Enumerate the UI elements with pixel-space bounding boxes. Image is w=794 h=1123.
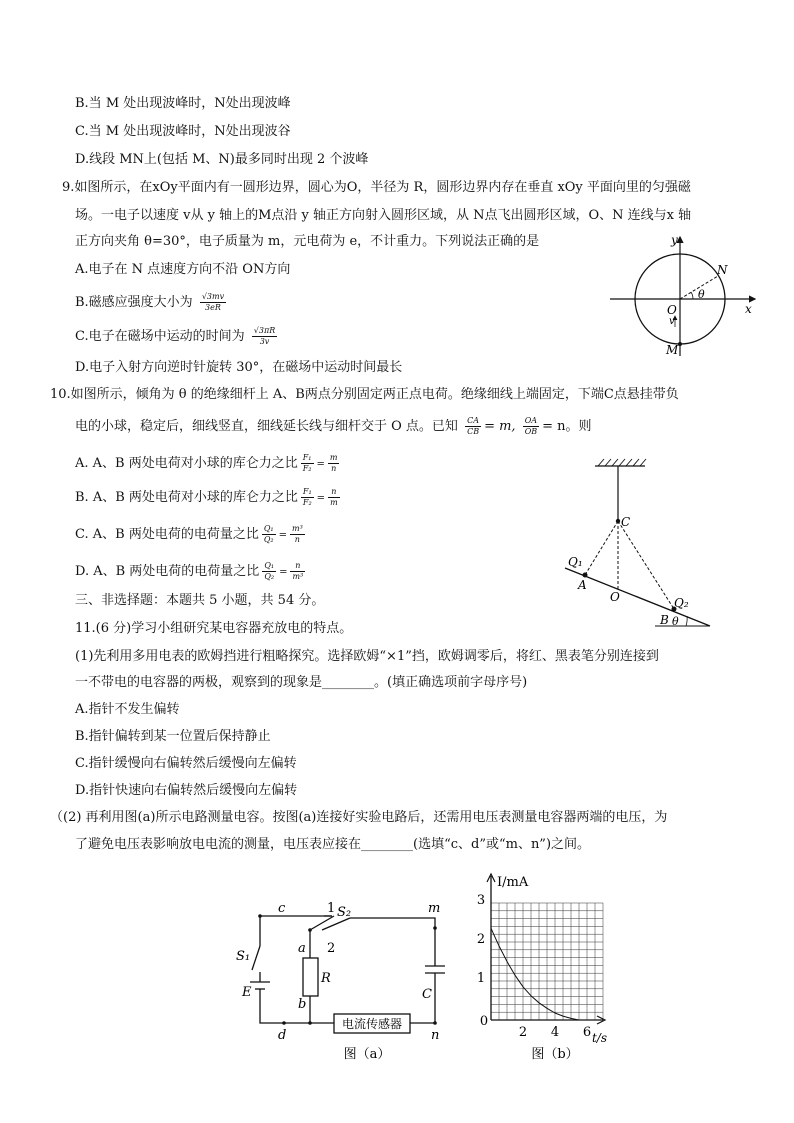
switch-pos-2-label: 2 bbox=[327, 941, 336, 956]
q8-option-d: D.线段 MN上(包括 M、N)最多同时出现 2 个波峰 bbox=[75, 152, 369, 167]
s1-label: S₁ bbox=[236, 949, 251, 964]
x-tick-2: 2 bbox=[518, 1025, 528, 1040]
q11-option-d: D.指针快速向右偏转然后缓慢向左偏转 bbox=[75, 783, 298, 798]
v-label: v bbox=[669, 316, 675, 327]
y-tick-3: 3 bbox=[476, 893, 486, 908]
figure-a-caption: 图（a） bbox=[343, 1047, 391, 1062]
q11-part1-line1: (1)先利用多用电表的欧姆挡进行粗略探究。选择欧姆“×1”挡，欧姆调零后，将红、黑表笔分别连接到 bbox=[75, 649, 659, 664]
q2-label: Q₂ bbox=[674, 596, 689, 610]
y-axis-label: I/mA bbox=[497, 875, 529, 890]
q11-part2-line1: （(2) 再利用图(a)所示电路测量电容。按图(a)连接好实验电路后，还需用电压表测量电容器两端的电压，为 bbox=[50, 810, 668, 825]
q9-stem-1: 9.如图所示，在xOy平面内有一圆形边界，圆心为O，半径为 R，圆形边界内存在垂直 xOy 平面向里的匀强磁 bbox=[62, 180, 691, 195]
q11-part2-line2: 了避免电压表影响放电电流的测量，电压表应接在________(选填“c、d”或“m、n”)之间。 bbox=[75, 837, 591, 852]
q10-option-c: C. A、B 两处电荷的电荷量之比 $\frac{\text{Q₁}}{\text{Q₂}}$ = $\frac{\text{m³}}{n}$ bbox=[75, 524, 303, 544]
q9-option-c-text: C.电子在磁场中运动的时间为 bbox=[75, 329, 245, 344]
capacitor-c-label: C bbox=[422, 987, 432, 1002]
y-tick-1: 1 bbox=[476, 971, 486, 986]
circuit-figure-a bbox=[232, 888, 457, 1068]
q10-option-b: B. A、B 两处电荷对小球的库仑力之比 $\frac{\text{F₁}}{\text{F₂}}$ = $\frac{n}{m}$ bbox=[75, 487, 338, 507]
q10-stem-1: 10.如图所示，倾角为 θ 的绝缘细杆上 A、B两点分别固定两正点电荷。绝缘细线上端固定，下端C点悬挂带负 bbox=[50, 387, 679, 402]
q8-option-c: C.当 M 处出现波峰时，N处出现波谷 bbox=[75, 124, 291, 139]
node-b-label: b bbox=[298, 997, 307, 1012]
node-a-label: a bbox=[298, 941, 306, 956]
n-label: N bbox=[717, 263, 728, 277]
node-m-label: m bbox=[428, 901, 441, 916]
q9-option-a: A.电子在 N 点速度方向不沿 ON方向 bbox=[75, 262, 291, 277]
resistor-r-label: R bbox=[321, 971, 331, 986]
x-label: x bbox=[745, 302, 752, 316]
theta-label: θ bbox=[672, 615, 679, 628]
q9-option-b-text: B.磁感应强度大小为 bbox=[75, 295, 193, 310]
q11-option-a: A.指针不发生偏转 bbox=[75, 702, 180, 717]
a-label: A bbox=[578, 578, 587, 592]
q10-option-a: A. A、B 两处电荷对小球的库仑力之比 $\frac{\text{F₁}}{\text{F₂}}$ = $\frac{m}{n}$ bbox=[75, 453, 338, 473]
q11-option-b: B.指针偏转到某一位置后保持静止 bbox=[75, 729, 271, 744]
x-axis-label: t/s bbox=[591, 1031, 607, 1045]
q9-option-c-fraction: $\frac{√3\pi R}{3v}$ bbox=[253, 326, 276, 346]
battery-e-label: E bbox=[242, 985, 252, 1000]
q11-part1-line2: 一不带电的电容器的两极，观察到的现象是________。(填正确选项前字母序号) bbox=[75, 675, 528, 690]
q9-option-b bbox=[75, 292, 229, 313]
figure-b-caption: 图（b） bbox=[531, 1047, 579, 1062]
current-time-chart-b bbox=[475, 870, 625, 1068]
o-label: O bbox=[667, 303, 677, 317]
s2-label: S₂ bbox=[337, 905, 352, 920]
o-label: O bbox=[610, 590, 620, 604]
b-label: B bbox=[660, 613, 669, 627]
node-d-label: d bbox=[278, 1028, 287, 1043]
q9-figure bbox=[605, 232, 765, 362]
current-sensor-label: 电流传感器 bbox=[341, 1017, 403, 1031]
c-label: C bbox=[621, 515, 631, 529]
origin-tick-0: 0 bbox=[479, 1014, 489, 1029]
q10-option-d: D. A、B 两处电荷的电荷量之比 $\frac{\text{Q₁}}{\text{Q₂}}$ = $\frac{n}{\text{m³}}$ bbox=[75, 561, 304, 581]
q10-figure bbox=[560, 458, 720, 633]
m-label: M bbox=[666, 343, 679, 357]
chart-grid bbox=[491, 903, 603, 1020]
q9-option-b-fraction: $\frac{√3mv}{3eR}$ bbox=[201, 292, 225, 312]
switch-pos-1-label: 1 bbox=[327, 901, 336, 916]
q10-stem-2: 电的小球，稳定后，细线竖直，细线延长线与细杆交于 O 点。已知 $\frac{CA}{CB}$ = m, $\frac{OA}{OB}$ = n。则 bbox=[75, 416, 592, 436]
q11-option-c: C.指针缓慢向右偏转然后缓慢向左偏转 bbox=[75, 756, 297, 771]
x-tick-6: 6 bbox=[582, 1025, 592, 1040]
q11-stem: 11.(6 分)学习小组研究某电容器充放电的特点。 bbox=[75, 621, 353, 636]
theta-label: θ bbox=[698, 288, 705, 301]
q9-stem-3: 正方向夹角 θ=30°，电子质量为 m，元电荷为 e，不计重力。下列说法正确的是 bbox=[75, 234, 540, 249]
q9-stem-2: 场。一电子以速度 v从 y 轴上的M点沿 y 轴正方向射入圆形区域，从 N点飞出圆形区域，O、N 连线与x 轴 bbox=[75, 208, 692, 223]
q8-option-b: B.当 M 处出现波峰时，N处出现波峰 bbox=[75, 96, 291, 111]
section-3-heading: 三、非选择题：本题共 5 小题，共 54 分。 bbox=[75, 593, 325, 608]
y-tick-2: 2 bbox=[476, 932, 486, 947]
x-tick-4: 4 bbox=[550, 1025, 560, 1040]
y-label: y bbox=[671, 233, 678, 247]
q9-option-d: D.电子入射方向逆时针旋转 30°，在磁场中运动时间最长 bbox=[75, 360, 403, 375]
q1-label: Q₁ bbox=[568, 555, 583, 569]
node-n-label: n bbox=[431, 1028, 440, 1043]
q9-option-c bbox=[75, 326, 280, 347]
node-c-label: c bbox=[278, 901, 286, 916]
